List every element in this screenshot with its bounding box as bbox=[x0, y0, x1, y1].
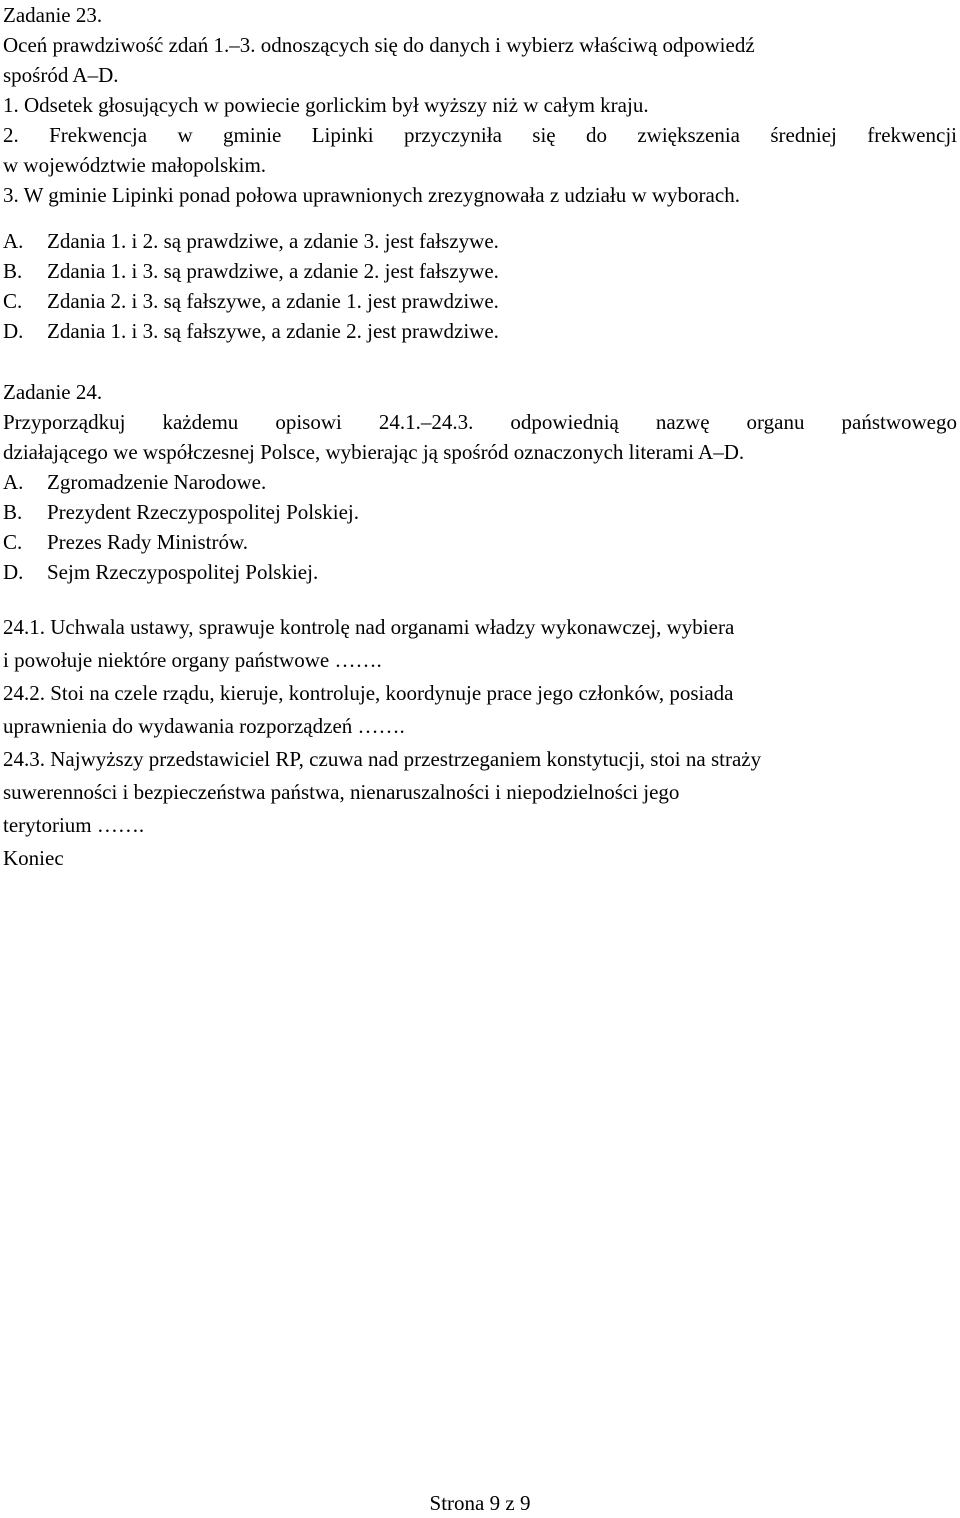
option-d bbox=[3, 316, 957, 346]
task-24-intro-cont: działającego we współczesnej Polsce, wybierając ją spośród oznaczonych literami A–D. bbox=[3, 440, 745, 464]
option-label: D. bbox=[3, 560, 24, 584]
task-23-options bbox=[3, 226, 957, 346]
org-option-d bbox=[3, 557, 957, 587]
task-24-items bbox=[3, 611, 957, 875]
option-label: A. bbox=[3, 229, 24, 253]
item-24-3-cont2: terytorium ……. bbox=[3, 813, 145, 837]
option-label: A. bbox=[3, 470, 24, 494]
task-23-intro: Oceń prawdziwość zdań 1.–3. odnoszących się do danych i wybierz właściwą odpowiedź bbox=[3, 33, 755, 57]
ending-text: Koniec bbox=[3, 846, 64, 870]
item-24-2-cont: uprawnienia do wydawania rozporządzeń ……. bbox=[3, 714, 405, 738]
option-text: Zdania 1. i 3. są prawdziwe, a zdanie 2. jest fałszywe. bbox=[47, 259, 499, 283]
item-24-3: 24.3. Najwyższy przedstawiciel RP, czuwa nad przestrzeganiem konstytucji, stoi na straży bbox=[3, 747, 762, 771]
option-label: D. bbox=[3, 319, 24, 343]
item-24-2: 24.2. Stoi na czele rządu, kieruje, kontroluje, koordynuje prace jego członków, posiada bbox=[3, 681, 734, 705]
statement-2: 2. Frekwencja w gminie Lipinki przyczyniła się do zwiększenia średniej frekwencji bbox=[3, 123, 957, 147]
task-23-intro-cont: spośród A–D. bbox=[3, 63, 119, 87]
task-24-title: Zadanie 24. bbox=[3, 380, 103, 404]
statement-2-cont: w województwie małopolskim. bbox=[3, 153, 267, 177]
option-c bbox=[3, 286, 957, 316]
option-text: Zdania 2. i 3. są fałszywe, a zdanie 1. jest prawdziwe. bbox=[47, 289, 499, 313]
option-text: Prezydent Rzeczypospolitej Polskiej. bbox=[47, 500, 360, 524]
statement-3: 3. W gminie Lipinki ponad połowa uprawnionych zrezygnowała z udziału w wyborach. bbox=[3, 183, 740, 207]
option-text: Zdania 1. i 3. są fałszywe, a zdanie 2. jest prawdziwe. bbox=[47, 319, 499, 343]
task-24-intro: Przyporządkuj każdemu opisowi 24.1.–24.3. odpowiednią nazwę organu państwowego bbox=[3, 410, 957, 434]
option-text: Zdania 1. i 2. są prawdziwe, a zdanie 3. jest fałszywe. bbox=[47, 229, 499, 253]
task-23-title: Zadanie 23. bbox=[3, 3, 103, 27]
task-23 bbox=[3, 0, 957, 210]
task-24 bbox=[3, 377, 957, 587]
option-a bbox=[3, 226, 957, 256]
org-option-c bbox=[3, 527, 957, 557]
option-label: C. bbox=[3, 530, 23, 554]
option-text: Zgromadzenie Narodowe. bbox=[47, 470, 267, 494]
option-text: Prezes Rady Ministrów. bbox=[47, 530, 249, 554]
option-label: B. bbox=[3, 500, 23, 524]
statement-1: 1. Odsetek głosujących w powiecie gorlickim był wyższy niż w całym kraju. bbox=[3, 93, 649, 117]
item-24-1: 24.1. Uchwala ustawy, sprawuje kontrolę nad organami władzy wykonawczej, wybiera bbox=[3, 615, 735, 639]
org-option-b bbox=[3, 497, 957, 527]
item-24-3-cont: suwerenności i bezpieczeństwa państwa, nienaruszalności i niepodzielności jego bbox=[3, 780, 680, 804]
option-label: B. bbox=[3, 259, 23, 283]
option-b bbox=[3, 256, 957, 286]
option-label: C. bbox=[3, 289, 23, 313]
option-text: Sejm Rzeczypospolitej Polskiej. bbox=[47, 560, 319, 584]
item-24-1-cont: i powołuje niektóre organy państwowe ……. bbox=[3, 648, 382, 672]
page-number: Strona 9 z 9 bbox=[429, 1491, 531, 1515]
org-option-a bbox=[3, 467, 957, 497]
